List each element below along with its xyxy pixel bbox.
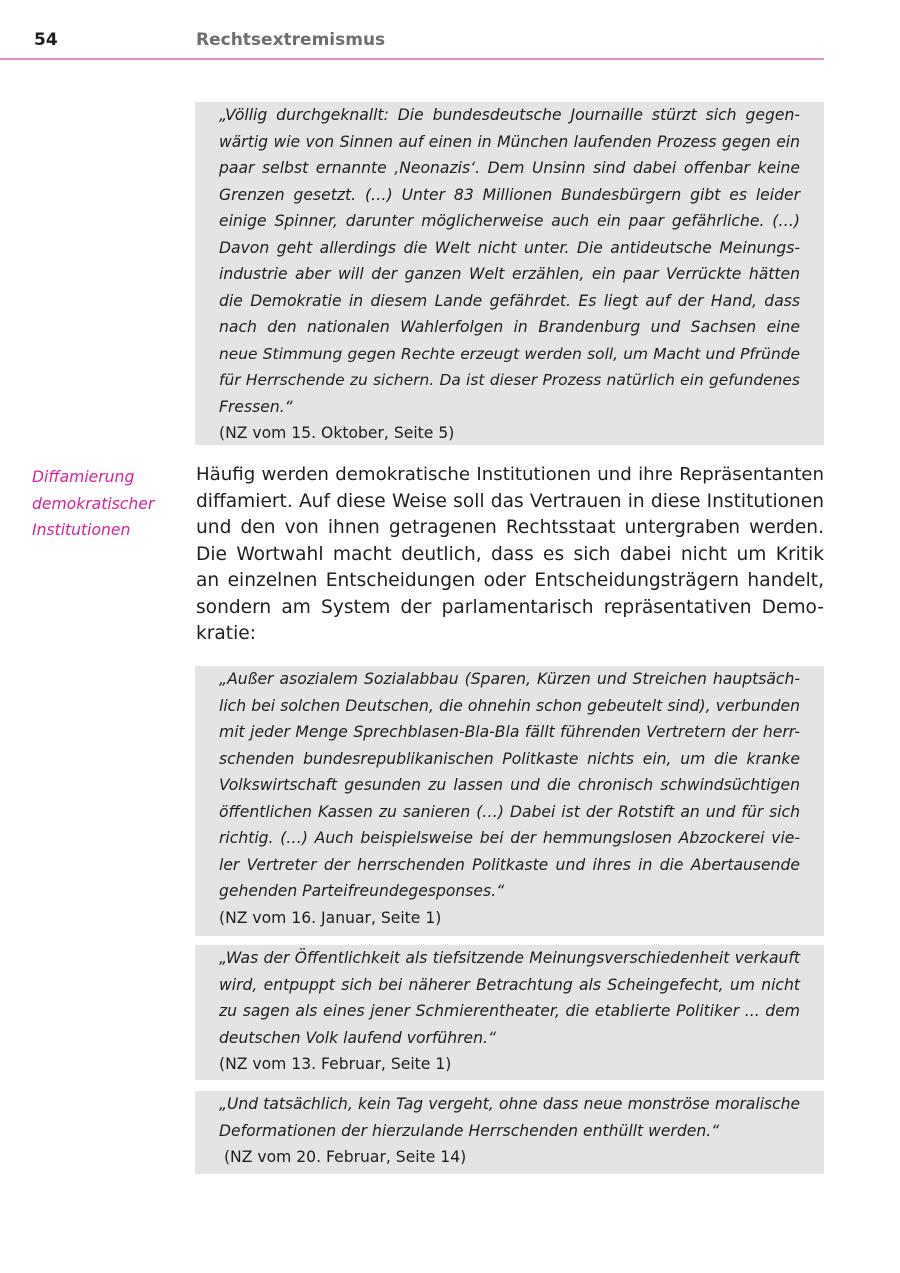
quote-line: ler Vertreter der herrschenden Politkaste und ihres in die Abertausende (219, 855, 800, 874)
quote-line: paar selbst ernannte ‚Neonazis‘. Dem Unsinn sind dabei offenbar keine (219, 159, 800, 177)
body-line: sondern am System der parlamentarisch repräsentativen Demo- (196, 596, 824, 618)
quote-source: (NZ vom 15. Oktober, Seite 5) (219, 424, 455, 442)
quote-line: neue Stimmung gegen Rechte erzeugt werden soll, um Macht und Pfründe (219, 344, 800, 363)
quote-line: schenden bundesrepublikanischen Politkaste nichts ein, um die kranke (219, 749, 800, 768)
quote-box-4 (195, 1091, 824, 1174)
page-number: 54 (34, 30, 58, 50)
body-line: diffamiert. Auf diese Weise soll das Vertrauen in diese Institutionen (196, 490, 824, 512)
quote-box-1 (195, 102, 824, 445)
quote-line: wird, entpuppt sich bei näherer Betrachtung als Scheingefecht, um nicht (219, 975, 800, 994)
margin-note-line: demokratischer (32, 494, 155, 513)
quote-line: „Was der Öffentlichkeit als tiefsitzende Meinungsverschiedenheit verkauft (219, 949, 800, 967)
quote-line: für Herrschende zu sichern. Da ist dieser Prozess natürlich ein gefundenes (219, 371, 800, 389)
quote-line: gehenden Parteifreundegesponses.“ (219, 882, 505, 900)
quote-line: Grenzen gesetzt. (…) Unter 83 Millionen Bundesbürgern gibt es leider (219, 185, 800, 204)
page-header (0, 0, 824, 60)
quote-line: einige Spinner, darunter möglicherweise auch ein paar gefährliche. (…) (219, 212, 800, 230)
quote-line: mit jeder Menge Sprechblasen-Bla-Bla fällt führenden Vertretern der herr- (219, 723, 800, 741)
quote-line: „Außer asozialem Sozialabbau (Sparen, Kürzen und Streichen hauptsäch- (219, 670, 800, 688)
quote-source: (NZ vom 20. Februar, Seite 14) (219, 1148, 467, 1166)
quote-line: zu sagen als eines jener Schmierentheater, die etablierte Politiker ... dem (219, 1002, 800, 1020)
quote-line: „Und tatsächlich, kein Tag vergeht, ohne dass neue monströse moralische (219, 1095, 800, 1113)
quote-source: (NZ vom 16. Januar, Seite 1) (219, 908, 442, 927)
quote-source: (NZ vom 13. Februar, Seite 1) (219, 1055, 452, 1073)
quote-line: öffentlichen Kassen zu sanieren (…) Dabei ist der Rotstift an und für sich (219, 802, 800, 821)
body-paragraph (196, 462, 824, 648)
quote-line: richtig. (…) Auch beispielsweise bei der hemmungslosen Abzockerei vie- (219, 829, 800, 847)
quote-line: deutschen Volk laufend vorführen.“ (219, 1028, 497, 1047)
quote-box-2 (195, 666, 824, 936)
running-title: Rechtsextremismus (196, 30, 386, 50)
quote-line: Fressen.“ (219, 397, 293, 416)
margin-note (32, 464, 182, 544)
quote-line: Volkswirtschaft gesunden zu lassen und die chronisch schwindsüchtigen (219, 776, 800, 794)
quote-line: nach den nationalen Wahlerfolgen in Brandenburg und Sachsen eine (219, 318, 800, 336)
quote-line: Deformationen der hierzulande Herrschenden enthüllt werden.“ (219, 1121, 720, 1140)
quote-box-3 (195, 945, 824, 1080)
body-line: an einzelnen Entscheidungen oder Entscheidungsträgern handelt, (196, 570, 824, 591)
body-line: kratie: (196, 623, 256, 644)
body-line: Die Wortwahl macht deutlich, dass es sich dabei nicht um Kritik (196, 543, 824, 565)
quote-line: die Demokratie in diesem Lande gefährdet. Es liegt auf der Hand, dass (219, 291, 800, 310)
margin-note-line: Institutionen (32, 521, 131, 539)
quote-line: Davon geht allerdings die Welt nicht unter. Die antideutsche Meinungs- (219, 238, 800, 257)
body-line: Häufig werden demokratische Institutionen und ihre Repräsentanten (196, 464, 824, 485)
quote-line: wärtig wie von Sinnen auf einen in München laufenden Prozess gegen ein (219, 132, 800, 151)
quote-line: „Völlig durchgeknallt: Die bundesdeutsche Journaille stürzt sich gegen- (219, 106, 800, 124)
body-line: und den von ihnen getragenen Rechtsstaat untergraben werden. (196, 517, 824, 538)
margin-note-line: Diffamierung (32, 468, 135, 486)
quote-line: industrie aber will der ganzen Welt erzählen, ein paar Verrückte hätten (219, 265, 800, 283)
quote-line: lich bei solchen Deutschen, die ohnehin schon gebeutelt sind), verbunden (219, 696, 800, 715)
